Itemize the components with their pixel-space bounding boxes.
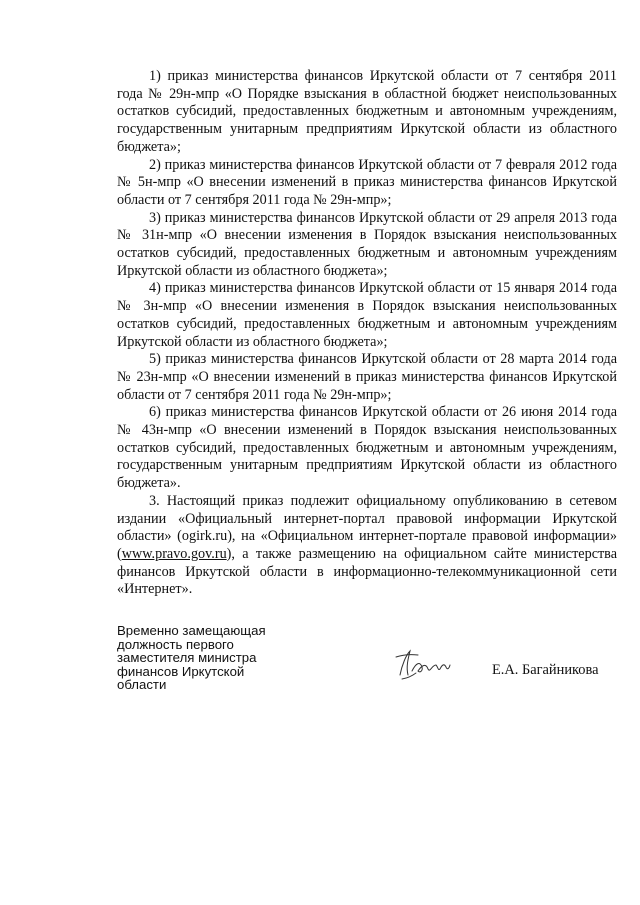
handwritten-signature <box>392 645 456 685</box>
document-body <box>117 68 617 599</box>
signatory-position-line-4: финансов Иркутской области <box>117 663 245 692</box>
signatory-position <box>117 624 287 692</box>
list-item-6: 6) приказ министерства финансов Иркутской области от 26 июня 2014 года № 43н-мпр «О внесении изменений в Порядок взыскания неиспользованных остатков субсидий, предоставленных бюджетным и автономным учреждениям, государственным унитарным предприятиям Иркутской области из областного бюджета». <box>117 404 617 492</box>
list-item-3: 3) приказ министерства финансов Иркутской области от 29 апреля 2013 года № 31н-мпр «О внесении изменения в Порядок взыскания неиспользованных остатков субсидий, предоставленных бюджетным и автономным учреждениям Иркутской области из областного бюджета»; <box>117 209 617 279</box>
signatory-position-line-3: заместителя министра <box>117 650 257 665</box>
list-item-5: 5) приказ министерства финансов Иркутской области от 28 марта 2014 года № 23н-мпр «О внесении изменений в приказ министерства финансов Иркутской области от 7 сентября 2011 года № 29н-мпр»; <box>117 351 617 403</box>
clause-3-text-end: ), а также размещению на официальном сайте министерства финансов Иркутской области в информационно-телекоммуникационной сети «Интернет». <box>117 545 617 598</box>
clause-3-text-start: 3. Настоящий приказ подлежит официальному опубликованию в сетевом издании «Официальный интернет-портал правовой информации Иркутской области» (ogirk.ru), на «Официальном интернет-портале правовой информации» ( <box>117 492 617 562</box>
list-item-2: 2) приказ министерства финансов Иркутской области от 7 февраля 2012 года № 5н-мпр «О внесении изменений в приказ министерства финансов Иркутской области от 7 сентября 2011 года № 29н-мпр»; <box>117 156 617 208</box>
signer-name: Е.А. Багайникова <box>492 662 599 678</box>
pravo-gov-link[interactable]: www.pravo.gov.ru <box>121 545 227 562</box>
list-item-1: 1) приказ министерства финансов Иркутской области от 7 сентября 2011 года № 29н-мпр «О Порядке взыскания в областной бюджет неиспользованных остатков субсидий, предоставленных бюджетным и автономным учреждениям, государственным унитарным предприятиям Иркутской области из областного бюджета»; <box>117 68 617 155</box>
signatory-position-line-1: Временно замещающая <box>117 623 266 638</box>
clause-3-paragraph <box>117 493 617 599</box>
signatory-position-line-2: должность первого <box>117 636 234 652</box>
list-item-4: 4) приказ министерства финансов Иркутской области от 15 января 2014 года № 3н-мпр «О внесении изменения в Порядок взыскания неиспользованных остатков субсидий, предоставленных бюджетным и автономным учреждениям Иркутской области из областного бюджета»; <box>117 280 617 350</box>
